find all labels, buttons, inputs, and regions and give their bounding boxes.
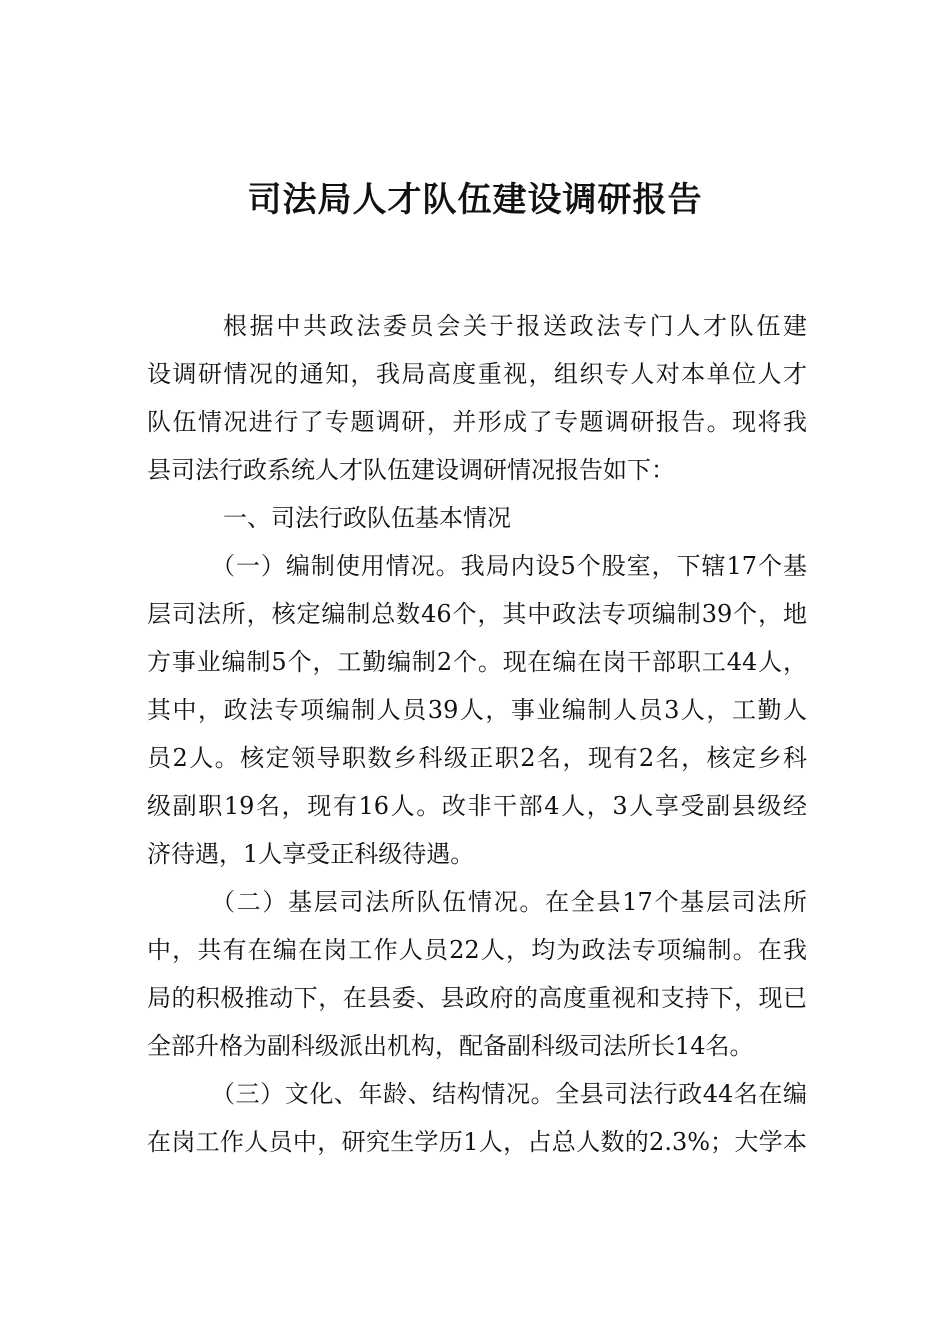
text-line: 局的积极推动下，在县委、县政府的高度重视和支持下，现已 [147, 984, 807, 1012]
text-line: 员2人。核定领导职数乡科级正职2名，现有2名，核定乡科 [147, 744, 807, 772]
text-line: 其中，政法专项编制人员39人，事业编制人员3人，工勤人 [147, 696, 807, 724]
text-line: 队伍情况进行了专题调研，并形成了专题调研报告。现将我 [147, 408, 807, 436]
section-heading-1 [147, 494, 807, 542]
text-line: 根据中共政法委员会关于报送政法专门人才队伍建 [223, 312, 807, 340]
text-line: （三）文化、年龄、结构情况。全县司法行政44名在编 [211, 1080, 807, 1108]
text-line: 中，共有在编在岗工作人员22人，均为政法专项编制。在我 [147, 936, 807, 964]
document-body [147, 302, 807, 1166]
text-line: 全部升格为副科级派出机构，配备副科级司法所长14名。 [147, 1032, 754, 1060]
paragraph-education [147, 1070, 807, 1166]
paragraph-grassroots [147, 878, 807, 1070]
text-line: 方事业编制5个，工勤编制2个。现在编在岗干部职工44人， [147, 648, 807, 676]
text-line: 在岗工作人员中，研究生学历1人，占总人数的2.3%；大学本 [147, 1128, 807, 1156]
text-line: 济待遇，1人享受正科级待遇。 [147, 840, 475, 868]
text-line: 级副职19名，现有16人。改非干部4人，3人享受副县级经 [147, 792, 807, 820]
paragraph-staffing [147, 542, 807, 878]
text-line: （二）基层司法所队伍情况。在全县17个基层司法所 [211, 888, 807, 916]
document-title: 司法局人才队伍建设调研报告 [247, 180, 703, 220]
paragraph-intro [147, 302, 807, 494]
text-line: （一）编制使用情况。我局内设5个股室，下辖17个基 [211, 552, 807, 580]
text-line: 县司法行政系统人才队伍建设调研情况报告如下： [147, 456, 675, 484]
text-line: 设调研情况的通知，我局高度重视，组织专人对本单位人才 [147, 360, 807, 388]
text-line: 层司法所，核定编制总数46个，其中政法专项编制39个，地 [147, 600, 807, 628]
section-heading-text: 一、司法行政队伍基本情况 [223, 504, 511, 532]
